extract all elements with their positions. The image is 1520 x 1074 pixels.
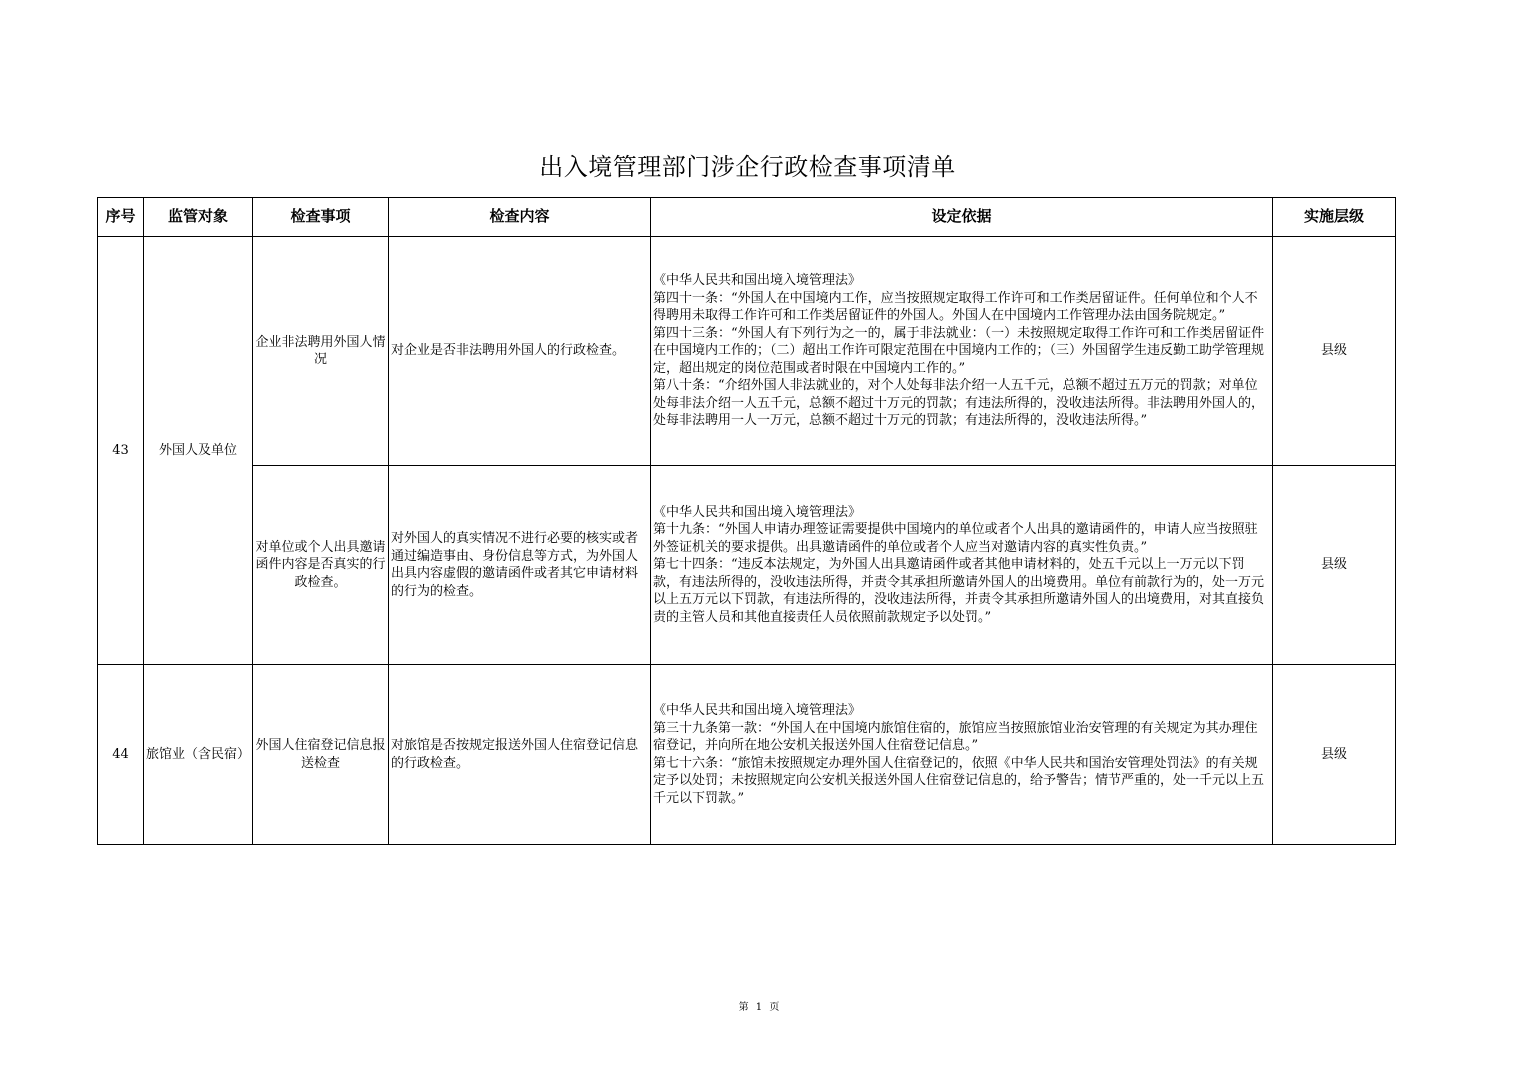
row-item: 企业非法聘用外国人情况 bbox=[253, 237, 389, 466]
row-target: 外国人及单位 bbox=[144, 237, 253, 665]
row-item: 外国人住宿登记信息报送检查 bbox=[253, 665, 389, 845]
inspection-table bbox=[97, 197, 1396, 845]
page-title: 出入境管理部门涉企行政检查事项清单 bbox=[539, 153, 956, 181]
header-content: 检查内容 bbox=[389, 198, 651, 237]
row-basis: 《中华人民共和国出境入境管理法》 第十九条：“外国人申请办理签证需要提供中国境内的单位或者个人出具的邀请函件的，申请人应当按照驻外签证机关的要求提供。出具邀请函件的单位或者个人应当对邀请内容的真实性负责。” 第七十四条：“违反本法规定，为外国人出具邀请函件或者其他申请材料的，处五千元以上一万元以下罚款，有违法所得的，没收违法所得，并责令其承担所邀请外国人的出境费用。单位有前款行为的，处一万元以上五万元以下罚款，有违法所得的，没收违法所得，并责令其承担所邀请外国人的出境费用，对其直接负责的主管人员和其他直接责任人员依照前款规定予以处罚。” bbox=[651, 466, 1273, 665]
row-item: 对单位或个人出具邀请函件内容是否真实的行政检查。 bbox=[253, 466, 389, 665]
header-seq: 序号 bbox=[98, 198, 144, 237]
row-seq: 43 bbox=[98, 237, 144, 665]
header-item: 检查事项 bbox=[253, 198, 389, 237]
row-target: 旅馆业（含民宿） bbox=[144, 665, 253, 845]
row-level: 县级 bbox=[1273, 466, 1396, 665]
table-row bbox=[98, 237, 1396, 466]
row-content: 对外国人的真实情况不进行必要的核实或者通过编造事由、身份信息等方式，为外国人出具内容虚假的邀请函件或者其它申请材料的行为的检查。 bbox=[389, 466, 651, 665]
row-content: 对企业是否非法聘用外国人的行政检查。 bbox=[389, 237, 651, 466]
row-level: 县级 bbox=[1273, 237, 1396, 466]
table-header-row bbox=[98, 198, 1396, 237]
table-row bbox=[98, 466, 1396, 665]
header-basis: 设定依据 bbox=[651, 198, 1273, 237]
row-basis: 《中华人民共和国出境入境管理法》 第三十九条第一款：“外国人在中国境内旅馆住宿的，旅馆应当按照旅馆业治安管理的有关规定为其办理住宿登记，并向所在地公安机关报送外国人住宿登记信息。” 第七十六条：“旅馆未按照规定办理外国人住宿登记的，依照《中华人民共和国治安管理处罚法》的有关规定予以处罚；未按照规定向公安机关报送外国人住宿登记信息的，给予警告；情节严重的，处一千元以上五千元以下罚款。” bbox=[651, 665, 1273, 845]
row-content: 对旅馆是否按规定报送外国人住宿登记信息的行政检查。 bbox=[389, 665, 651, 845]
header-target: 监管对象 bbox=[144, 198, 253, 237]
page-number: 第 1 页 bbox=[738, 1002, 782, 1013]
table-row bbox=[98, 665, 1396, 845]
row-level: 县级 bbox=[1273, 665, 1396, 845]
header-level: 实施层级 bbox=[1273, 198, 1396, 237]
row-seq: 44 bbox=[98, 665, 144, 845]
row-basis: 《中华人民共和国出境入境管理法》 第四十一条：“外国人在中国境内工作，应当按照规定取得工作许可和工作类居留证件。任何单位和个人不得聘用未取得工作许可和工作类居留证件的外国人。外国人在中国境内工作管理办法由国务院规定。” 第四十三条：“外国人有下列行为之一的，属于非法就业：（一）未按照规定取得工作许可和工作类居留证件在中国境内工作的；（二）超出工作许可限定范围在中国境内工作的；（三）外国留学生违反勤工助学管理规定，超出规定的岗位范围或者时限在中国境内工作的。” 第八十条：“介绍外国人非法就业的，对个人处每非法介绍一人五千元，总额不超过五万元的罚款；对单位处每非法介绍一人五千元，总额不超过十万元的罚款；有违法所得的，没收违法所得。非法聘用外国人的，处每非法聘用一人一万元，总额不超过十万元的罚款；有违法所得的，没收违法所得。” bbox=[651, 237, 1273, 466]
